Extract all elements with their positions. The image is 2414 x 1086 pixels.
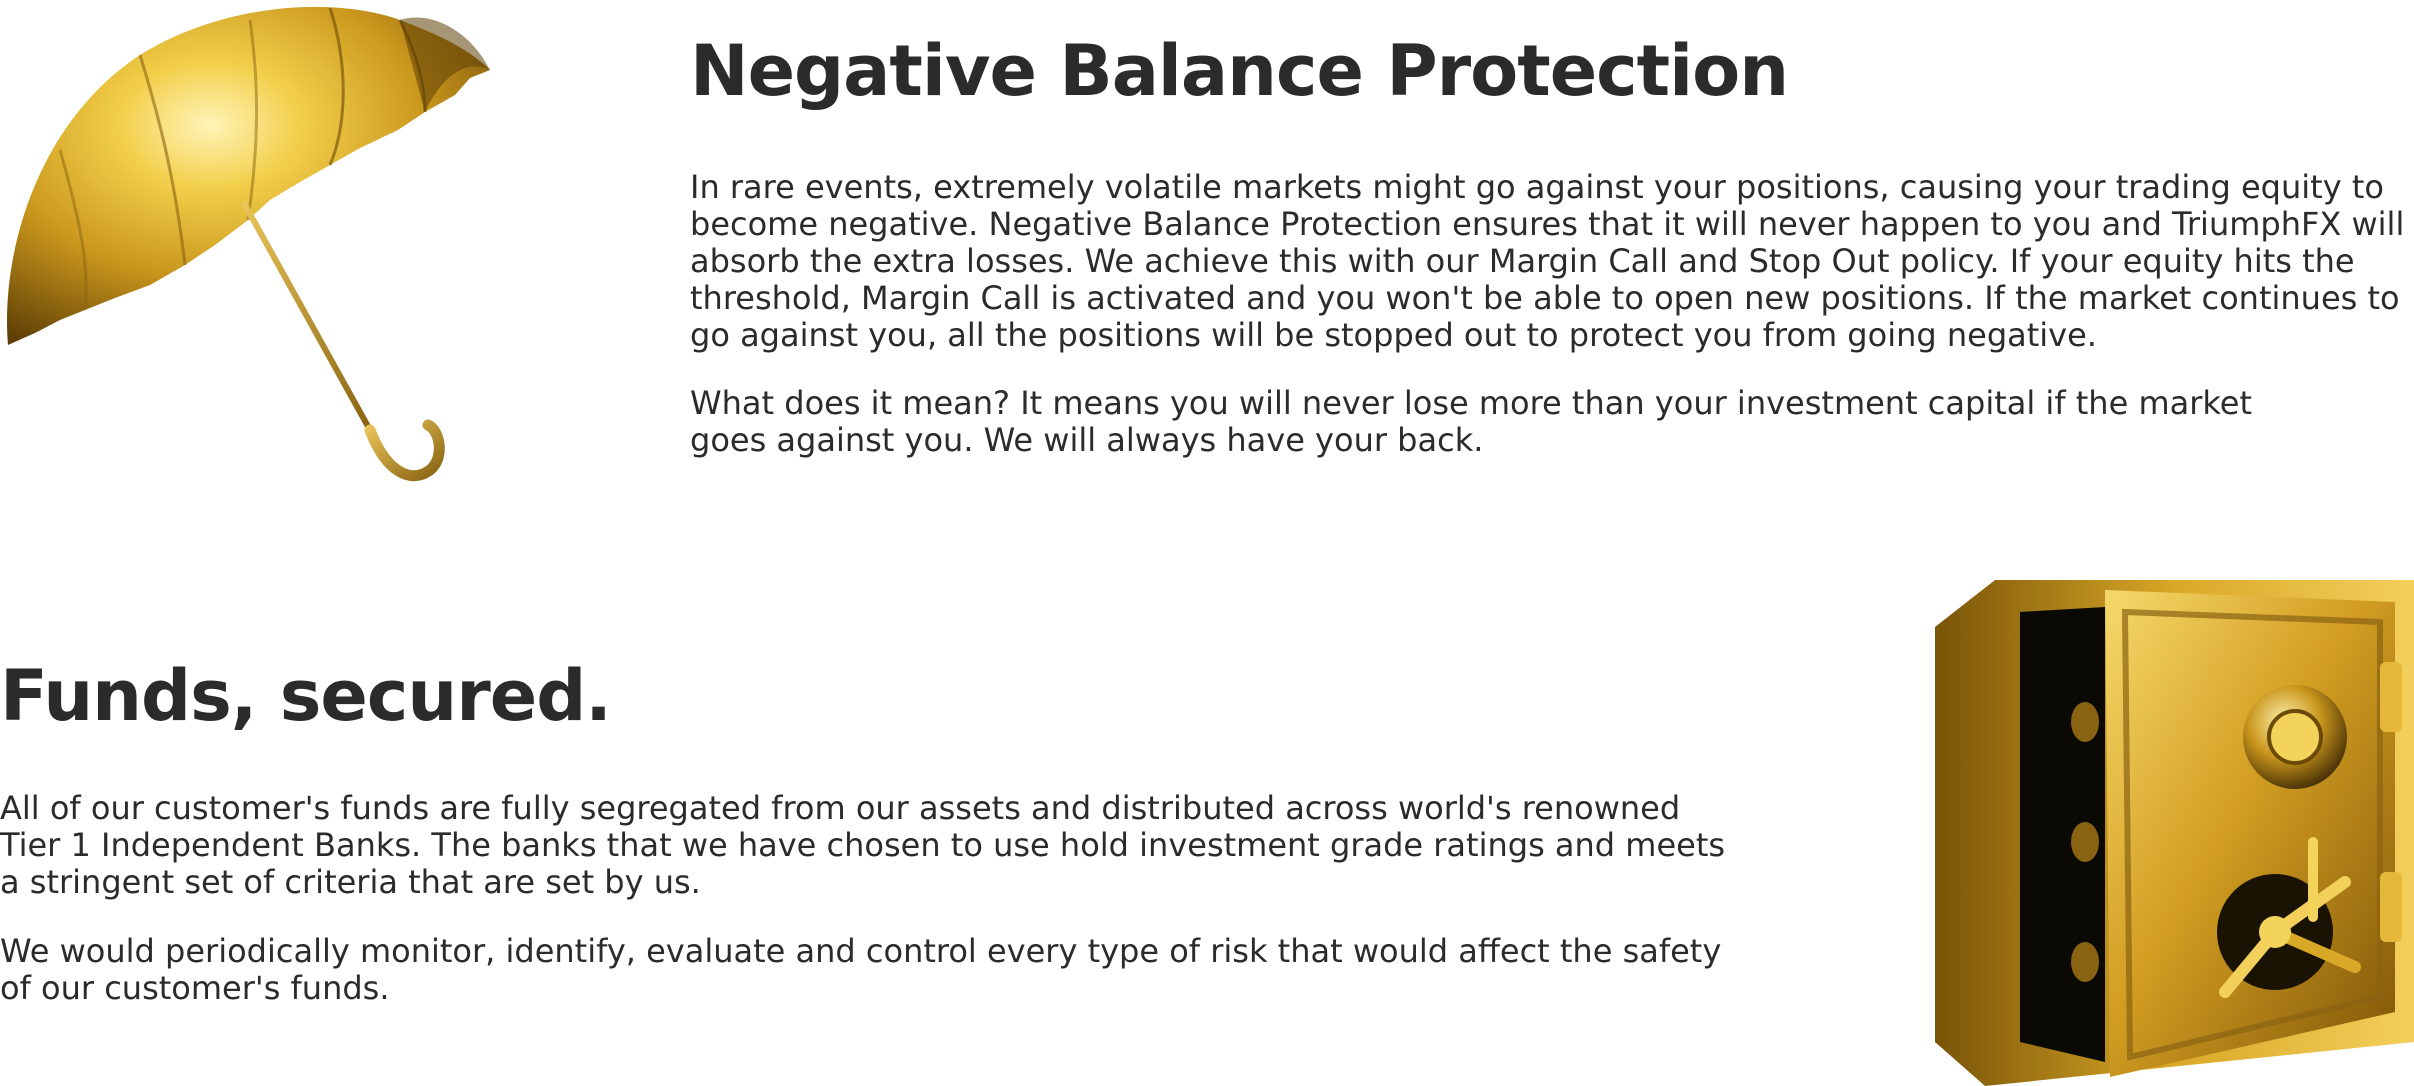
golden-safe-icon — [1925, 572, 2414, 1086]
section-title: Negative Balance Protection — [690, 30, 1789, 112]
section-paragraph: We would periodically monitor, identify, evaluate and control every type of risk that would affect the safety of our customer's funds. — [0, 932, 1722, 1007]
section-paragraph: What does it mean? It means you will never lose more than your investment capital if the market goes against you. We will always have your back. — [690, 384, 2252, 459]
section-paragraph: All of our customer's funds are fully segregated from our assets and distributed across world's renowned Tier 1 Independent Banks. The banks that we have chosen to use hold investment grade ratings and meets a stringent set of criteria that are set by us. — [0, 789, 1726, 901]
golden-umbrella-icon — [0, 0, 500, 490]
funds-secured-section — [0, 560, 2414, 1086]
negative-balance-protection-section — [0, 0, 2414, 520]
section-paragraph: In rare events, extremely volatile markets might go against your positions, causing your trading equity to become negative. Negative Balance Protection ensures that it will never happen to you and TriumphFX will absorb the extra losses. We achieve this with our Margin Call and Stop Out policy. If your equity hits the threshold, Margin Call is activated and you won't be able to open new positions. If the market continues to go against you, all the positions will be stopped out to protect you from going negative. — [690, 168, 2405, 354]
section-title: Funds, secured. — [0, 655, 611, 737]
